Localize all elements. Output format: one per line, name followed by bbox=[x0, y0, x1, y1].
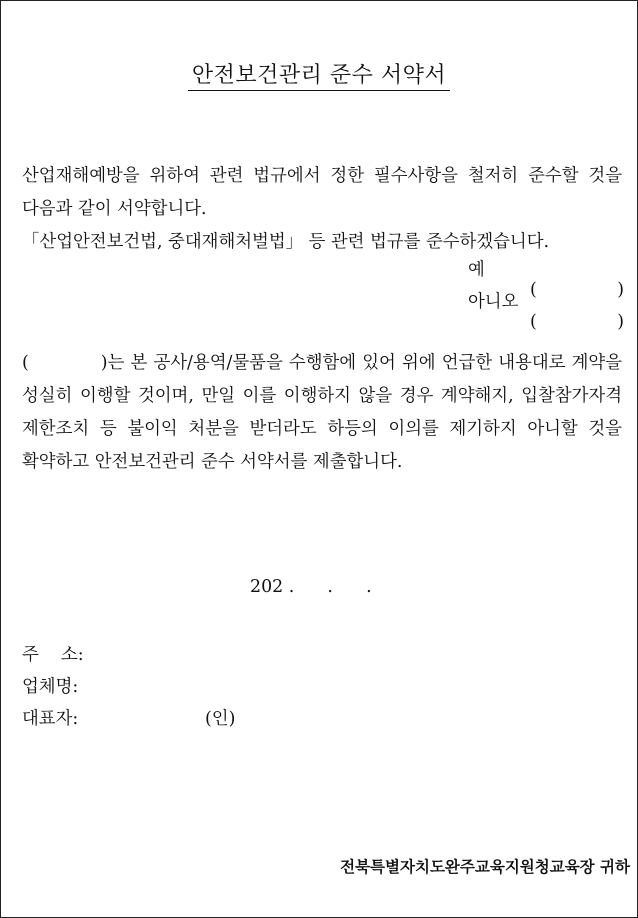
choice-yes bbox=[468, 255, 628, 300]
company-label: 업체명: bbox=[22, 677, 79, 697]
choice-no-close-paren: ) bbox=[617, 312, 624, 332]
pledge-paragraph-3-text: )는 본 공사/용역/물품을 수행함에 있어 위에 언급한 내용대로 계약을 성실히 이행할 것이며, 만일 이를 이행하지 않을 경우 계약해지, 입찰참가자격 제한조치 등 불이익 처분을 받더라도 하등의 이의를 제기하지 아니할 것을 확약하고 안전보건관리 준수 서약서를 제출합니다. bbox=[22, 353, 622, 472]
choice-no bbox=[468, 287, 628, 332]
document-title: 안전보건관리 준수 서약서 bbox=[188, 63, 450, 91]
choice-no-label: 아니오 bbox=[468, 292, 519, 312]
pledge-paragraph-3 bbox=[22, 347, 622, 479]
seal-mark: (인) bbox=[205, 709, 236, 729]
addressee: 전북특별자치도완주교육지원청교육장 귀하 bbox=[340, 857, 630, 876]
pledge-paragraph-1: 산업재해예방을 위하여 관련 법규에서 정한 필수사항을 철저히 준수할 것을 다음과 같이 서약합니다. bbox=[22, 166, 622, 219]
representative-label: 대표자: bbox=[22, 709, 79, 729]
address-label: 주 소: bbox=[22, 645, 84, 665]
pledge-paragraph-2: 「산업안전보건법, 중대재해처벌법」 등 관련 법규를 준수하겠습니다. bbox=[22, 232, 550, 252]
choice-no-open-paren: ( bbox=[530, 312, 537, 332]
choice-yes-label: 예 bbox=[468, 260, 485, 280]
choice-yes-open-paren: ( bbox=[530, 280, 537, 300]
date-line[interactable]: 202 . . . bbox=[250, 577, 372, 597]
choice-yes-close-paren: ) bbox=[617, 280, 624, 300]
company-blank-open-paren: ( bbox=[22, 353, 29, 373]
document-title-container bbox=[0, 58, 638, 89]
